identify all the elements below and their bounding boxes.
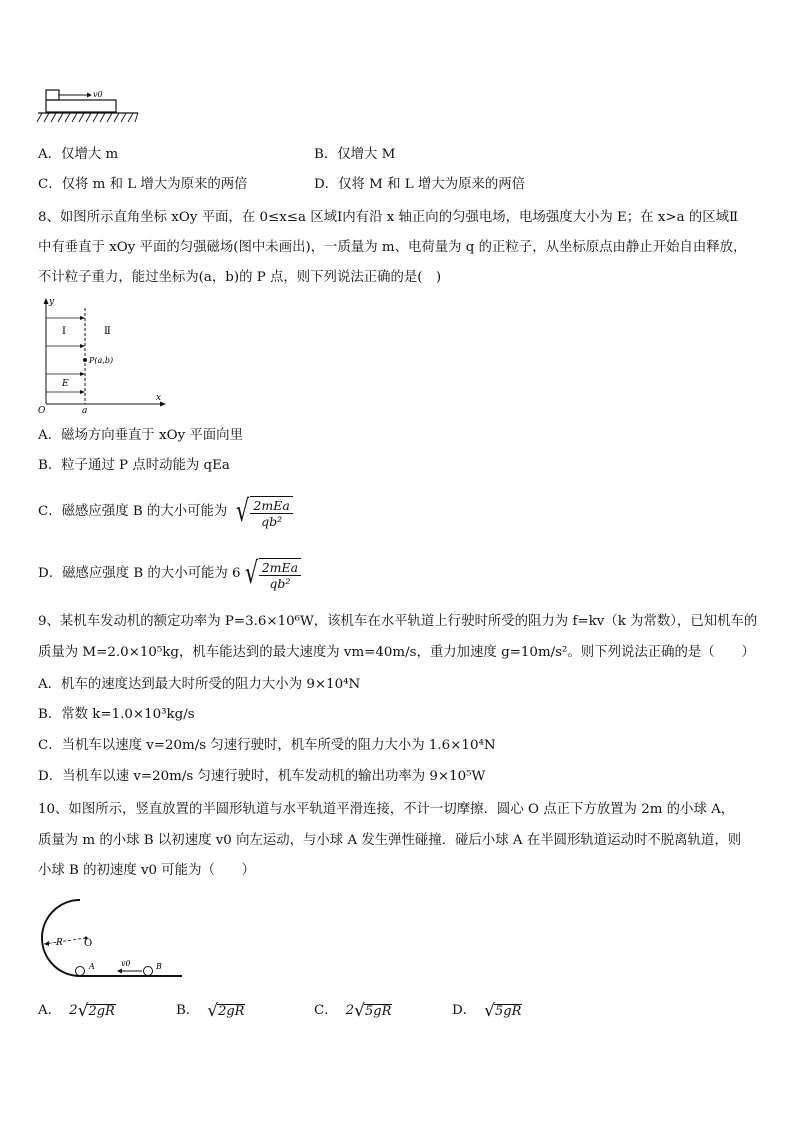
q7-option-b[interactable]: B．仅增大 M [314,147,396,162]
point-p-label: P(a,b) [89,356,114,365]
q7-option-c[interactable]: C．仅将 m 和 L 增大为原来的两倍 [38,177,248,192]
field-e-label: E [62,379,69,389]
sqrt-expression: √ $\frac{\text{2mEa}}{\text{qb²}}$ [233,496,293,529]
fraction-denominator: qb² [261,513,283,529]
q10-option-d[interactable] [452,1000,522,1022]
sqrt-expression: √ 5gR [484,1000,522,1021]
radicand: 2gR [88,1003,115,1019]
q10-option-b[interactable] [176,1000,245,1022]
velocity-label: v0 [93,90,103,99]
q8-stem-line-3: 不计粒子重力，能过坐标为(a，b)的 P 点，则下列说法正确的是( ) [38,270,442,285]
region-1-label: Ⅰ [62,326,66,337]
q10-stem-line-1: 10、如图所示，竖直放置的半圆形轨道与水平轨道平滑连接，不计一切摩擦．圆心 O 点正下方放置为 2m 的小球 A， [38,802,735,817]
q10-option-d-label: D． [452,1003,477,1018]
q9-option-d[interactable]: D．当机车以速 v=20m/s 匀速行驶时，机车发动机的输出功率为 9×10⁵W [38,769,486,784]
q7-option-a[interactable]: A．仅增大 m [38,147,119,162]
q9-stem-line-2: 质量为 M=2.0×10⁵kg，机车能达到的最大速度为 vm=40m/s，重力加速度 g=10m/s²。则下列说法正确的是（ ） [38,645,755,660]
x-axis-label: x [156,393,162,403]
q10-option-c[interactable] [314,1000,392,1022]
q9-option-c[interactable]: C．当机车以速度 v=20m/s 匀速行驶时，机车所受的阻力大小为 1.6×10⁴N [38,738,496,753]
q9-option-a[interactable]: A．机车的速度达到最大时所受的阻力大小为 9×10⁴N [38,677,361,692]
radicand: 2gR [218,1003,245,1019]
plank [46,100,116,112]
q8-option-d[interactable] [38,554,301,594]
radius-line [44,938,86,944]
q10-option-b-label: B． [176,1003,200,1018]
q8-option-c-text: C．磁感应强度 B 的大小可能为 [38,504,228,519]
ball-a [76,967,85,976]
q8-stem-line-2: 中有垂直于 xOy 平面的匀强磁场(图中未画出)，一质量为 m、电荷量为 q 的正粒子，从坐标原点由静止开始自由释放， [38,240,747,255]
coefficient: 2 [345,1003,355,1018]
q9-option-b[interactable]: B．常数 k=1.0×10³kg/s [38,707,195,722]
radicand: 5gR [365,1003,392,1019]
q7-option-d[interactable]: D．仅将 M 和 L 增大为原来的两倍 [314,177,526,192]
q10-option-c-label: C． [314,1003,338,1018]
radius-label: R [56,938,63,948]
velocity-label: v0 [121,959,131,968]
q8-figure [34,296,174,416]
q8-option-c[interactable] [38,492,293,532]
q8-option-b[interactable]: B．粒子通过 P 点时动能为 qEa [38,458,230,473]
region-2-label: Ⅱ [104,326,111,337]
ball-a-label: A [89,962,95,971]
q7-figure [36,84,146,126]
ball-b [144,967,153,976]
coefficient: 2 [69,1003,78,1018]
sqrt-expression: √ 2gR [207,1000,245,1021]
q10-stem-line-3: 小球 B 的初速度 v0 可能为（ ） [38,863,256,878]
q10-option-a-label: A． [38,1003,62,1018]
q10-option-a[interactable] [38,1000,116,1022]
ground-hatch [37,113,138,122]
q9-stem-line-1: 9、某机车发动机的额定功率为 P=3.6×10⁶W，该机车在水平轨道上行驶时所受的阻力为 f=kv（k 为常数），已知机车的 [38,614,758,629]
point-p [83,358,87,362]
q8-stem-line-1: 8、如图所示直角坐标 xOy 平面，在 0≤x≤a 区域Ⅰ内有沿 x 轴正向的匀强电场，电场强度大小为 E；在 x>a 的区域Ⅱ [38,210,739,225]
sqrt-expression: √ $\frac{\text{2mEa}}{\text{qb²}}$ [242,558,302,591]
q8-option-d-text: D．磁感应强度 B 的大小可能为 6 [38,566,241,581]
sqrt-expression: √ 2gR [77,1000,115,1021]
sqrt-expression: √ 5gR [354,1000,392,1021]
origin-label: O [38,406,46,416]
radicand: 5gR [494,1003,522,1019]
fraction-numerator: 2mEa [250,498,292,514]
fraction-numerator: 2mEa [259,560,301,576]
ball-b-label: B [156,962,162,971]
a-tick-label: a [82,406,88,416]
q10-figure [34,896,194,986]
q10-stem-line-2: 质量为 m 的小球 B 以初速度 v0 向左运动，与小球 A 发生弹性碰撞．碰后小球 A 在半圆形轨道运动时不脱离轨道，则 [38,833,742,848]
q8-option-a[interactable]: A．磁场方向垂直于 xOy 平面向里 [38,428,243,443]
fraction-denominator: qb² [269,575,291,591]
center-o-label: O [84,938,93,949]
small-block [46,90,59,100]
y-axis-label: y [49,297,55,307]
